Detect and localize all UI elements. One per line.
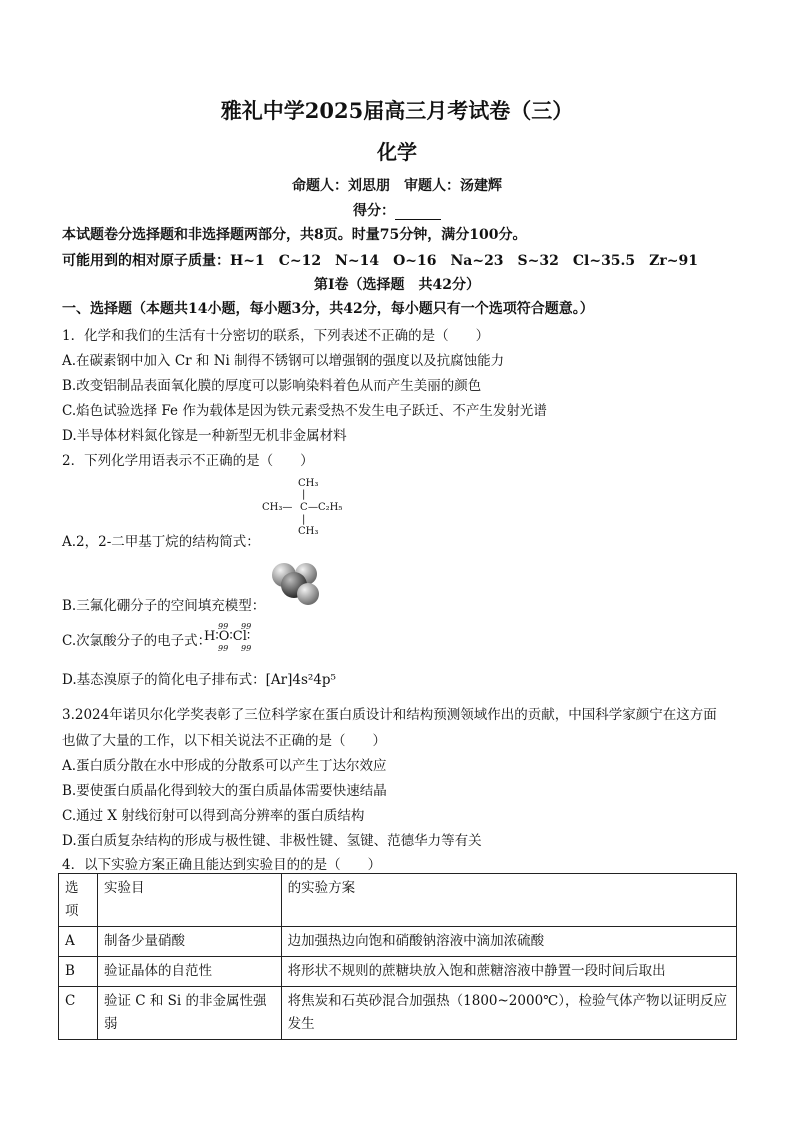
q4-stem: 4．以下实验方案正确且能达到实验目的的是（ ） bbox=[62, 857, 382, 873]
dots-cl-bottom: 99 bbox=[241, 644, 252, 653]
structural-formula bbox=[262, 478, 362, 540]
struct-left-ch3: CH₃— bbox=[262, 502, 293, 513]
electron-formula-text: H∶O∶Cl∶ bbox=[204, 629, 251, 644]
row-a-goal: 制备少量硝酸 bbox=[97, 927, 281, 957]
section-heading: 一、选择题（本题共14小题，每小题3分，共42分，每小题只有一个选项符合题意。） bbox=[62, 301, 594, 317]
table-row bbox=[59, 957, 737, 987]
q2-stem: 2．下列化学用语表示不正确的是（ ） bbox=[62, 453, 314, 469]
q2-option-c: C.次氯酸分子的电子式： bbox=[62, 633, 212, 649]
subject-title: 化学 bbox=[377, 140, 417, 164]
score-blank[interactable] bbox=[395, 205, 441, 220]
struct-center-c: C bbox=[300, 502, 308, 513]
header-option: 选项 bbox=[59, 874, 98, 927]
row-b-goal: 验证晶体的自范性 bbox=[97, 957, 281, 987]
intro-line-1: 本试题卷分选择题和非选择题两部分，共8页。时量75分钟，满分100分。 bbox=[62, 227, 527, 243]
q2-option-b: B.三氟化硼分子的空间填充模型： bbox=[62, 598, 266, 614]
electron-configuration: [Ar]4s²4p⁵ bbox=[265, 672, 336, 688]
q3-option-a: A.蛋白质分散在水中形成的分散系可以产生丁达尔效应 bbox=[62, 758, 387, 774]
fluorine-sphere-3 bbox=[297, 583, 319, 605]
dots-o-bottom: 99 bbox=[218, 644, 229, 653]
table-header-row bbox=[59, 874, 737, 927]
struct-bar-bottom: | bbox=[302, 514, 306, 525]
row-b-option: B bbox=[59, 957, 98, 987]
bf3-space-filling-model bbox=[270, 560, 322, 608]
struct-bottom-ch3: CH₃ bbox=[298, 526, 319, 537]
q1-stem: 1．化学和我们的生活有十分密切的联系，下列表述不正确的是（ ） bbox=[62, 328, 490, 344]
q1-option-d: D.半导体材料氮化镓是一种新型无机非金属材料 bbox=[62, 428, 347, 444]
row-c-goal: 验证 C 和 Si 的非金属性强弱 bbox=[97, 987, 281, 1040]
score-line bbox=[0, 200, 794, 220]
experiment-table bbox=[58, 873, 737, 1040]
row-a-option: A bbox=[59, 927, 98, 957]
header-plan: 的实验方案 bbox=[281, 874, 736, 927]
q3-option-d: D.蛋白质复杂结构的形成与极性键、非极性键、氢键、范德华力等有关 bbox=[62, 833, 482, 849]
table-row bbox=[59, 927, 737, 957]
q1-option-a: A.在碳素钢中加入 Cr 和 Ni 制得不锈钢可以增强钢的强度以及抗腐蚀能力 bbox=[62, 353, 505, 369]
part-heading: 第Ⅰ卷（选择题 共42分） bbox=[313, 277, 481, 293]
q3-option-c: C.通过 X 射线衍射可以得到高分辨率的蛋白质结构 bbox=[62, 808, 365, 824]
q3-stem-line-2: 也做了大量的工作，以下相关说法不正确的是（ ） bbox=[62, 733, 386, 749]
q2-option-d bbox=[62, 668, 336, 688]
row-a-plan: 边加强热边向饱和硝酸钠溶液中滴加浓硫酸 bbox=[281, 927, 736, 957]
row-c-option: C bbox=[59, 987, 98, 1040]
hclo-electron-formula bbox=[204, 622, 294, 655]
dots-o-top: 99 bbox=[218, 622, 229, 631]
q1-option-b: B.改变铝制品表面氧化膜的厚度可以影响染料着色从而产生美丽的颜色 bbox=[62, 378, 482, 394]
authors-line: 命题人：刘思朋 审题人：汤建辉 bbox=[292, 178, 502, 194]
q3-stem-line-1: 3.2024年诺贝尔化学奖表彰了三位科学家在蛋白质设计和结构预测领域作出的贡献，中国科学家颜宁在这方面 bbox=[62, 707, 717, 723]
exam-title: 雅礼中学2025届高三月考试卷（三） bbox=[220, 98, 574, 123]
row-b-plan: 将形状不规则的蔗糖块放入饱和蔗糖溶液中静置一段时间后取出 bbox=[281, 957, 736, 987]
dots-cl-top: 99 bbox=[241, 622, 252, 631]
q2-option-d-text: D.基态溴原子的简化电子排布式： bbox=[62, 672, 266, 688]
score-label: 得分： bbox=[353, 203, 395, 219]
q3-option-b: B.要使蛋白质晶化得到较大的蛋白质晶体需要快速结晶 bbox=[62, 783, 387, 799]
intro-line-2: 可能用到的相对原子质量：H~1 C~12 N~14 O~16 Na~23 S~32 Cl~35.5 Zr~91 bbox=[62, 253, 698, 269]
q1-option-c: C.焰色试验选择 Fe 作为载体是因为铁元素受热不发生电子跃迁、不产生发射光谱 bbox=[62, 403, 547, 419]
row-c-plan: 将焦炭和石英砂混合加强热（1800~2000℃），检验气体产物以证明反应发生 bbox=[281, 987, 736, 1040]
q2-option-a: A.2，2-二甲基丁烷的结构简式： bbox=[62, 534, 260, 550]
table-row bbox=[59, 987, 737, 1040]
struct-top-ch3: CH₃ bbox=[298, 478, 319, 489]
header-goal: 实验目 bbox=[97, 874, 281, 927]
struct-right-c2h5: —C₂H₅ bbox=[308, 502, 343, 513]
struct-bar-top: | bbox=[302, 489, 306, 500]
